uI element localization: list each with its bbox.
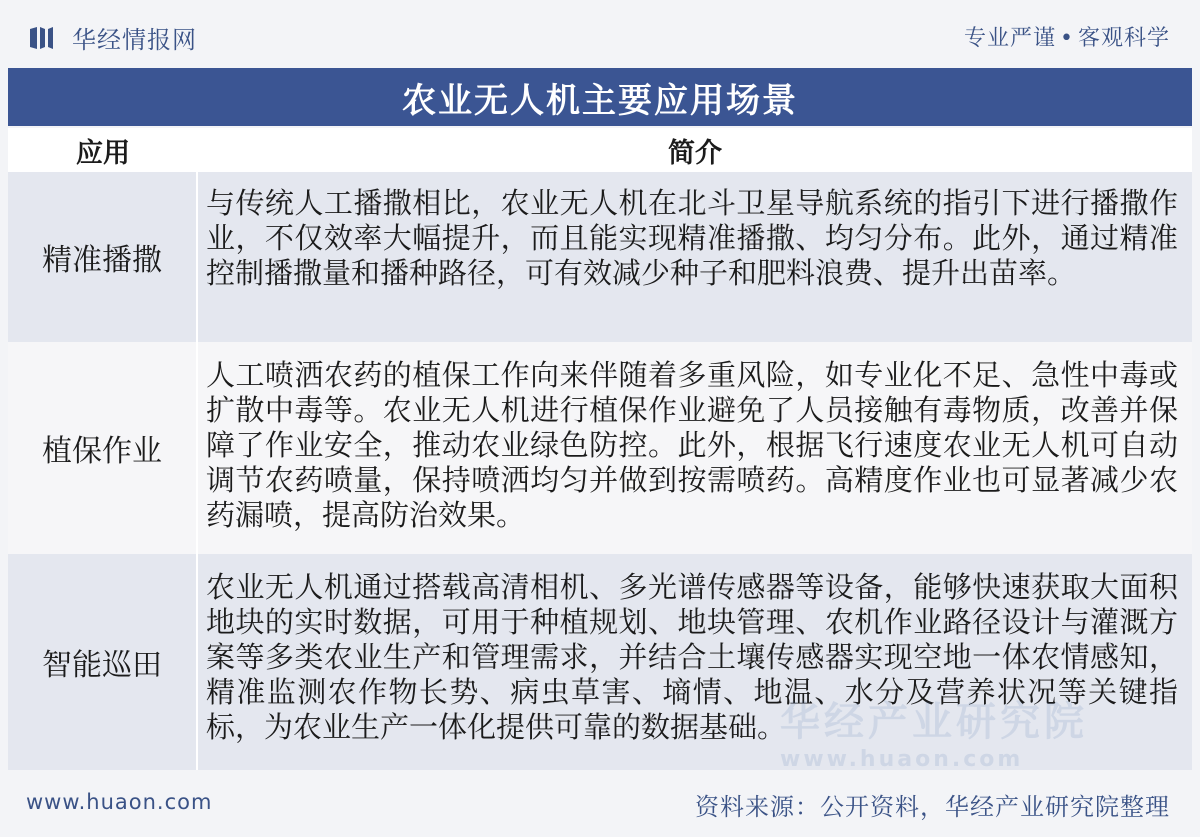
slogan-left: 专业严谨 xyxy=(963,26,1056,51)
footer-source: 资料来源：公开资料，华经产业研究院整理 xyxy=(695,793,1170,821)
row-application: 智能巡田 xyxy=(8,554,198,770)
slogan xyxy=(964,21,1170,52)
slogan-right: 客观科学 xyxy=(1077,26,1170,51)
application-table xyxy=(8,128,1192,770)
row-application: 精准播撒 xyxy=(8,172,198,342)
watermark xyxy=(780,690,1140,772)
header-description: 简介 xyxy=(668,137,722,169)
row-description: 与传统人工播撒相比，农业无人机在北斗卫星导航系统的指引下进行播撒作业，不仅效率大幅提升，而且能实现精准播撒、均匀分布。此外，通过精准控制播撒量和播种路径，可有效减少种子和肥料浪费、提升出苗率。 xyxy=(206,186,1178,290)
row-application: 植保作业 xyxy=(8,342,198,554)
book-stripes-icon xyxy=(28,25,64,51)
slogan-separator: • xyxy=(1060,26,1074,51)
title-bar xyxy=(8,68,1192,126)
footer-site-link[interactable]: www.huaon.com xyxy=(26,790,213,814)
page-title: 农业无人机主要应用场景 xyxy=(402,80,798,121)
row-description: 人工喷洒农药的植保工作向来伴随着多重风险，如专业化不足、急性中毒或扩散中毒等。农业无人机进行植保作业避免了人员接触有毒物质，改善并保障了作业安全，推动农业绿色防控。此外，根据飞行速度农业无人机可自动调节农药喷量，保持喷洒均匀并做到按需喷药。高精度作业也可显著减少农药漏喷，提高防治效果。 xyxy=(206,358,1178,532)
table-row xyxy=(8,342,1192,554)
table-header xyxy=(8,128,1192,172)
watermark-url: www.huaon.com xyxy=(780,747,1024,772)
table-row xyxy=(8,172,1192,342)
header-bar xyxy=(0,0,1200,64)
row-description: 农业无人机通过搭载高清相机、多光谱传感器等设备，能够快速获取大面积地块的实时数据，可用于种植规划、地块管理、农机作业路径设计与灌溉方案等多类农业生产和管理需求，并结合土壤传感器实现空地一体农情感知，精准监测农作物长势、病虫草害、墒情、地温、水分及营养状况等关键指标，为农业生产一体化提供可靠的数据基础。 xyxy=(206,570,1178,744)
header-application: 应用 xyxy=(76,137,130,169)
brand[interactable] xyxy=(28,20,197,55)
watermark-text: 华经产业研究院 xyxy=(780,699,1088,745)
brand-name: 华经情报网 xyxy=(72,26,197,54)
